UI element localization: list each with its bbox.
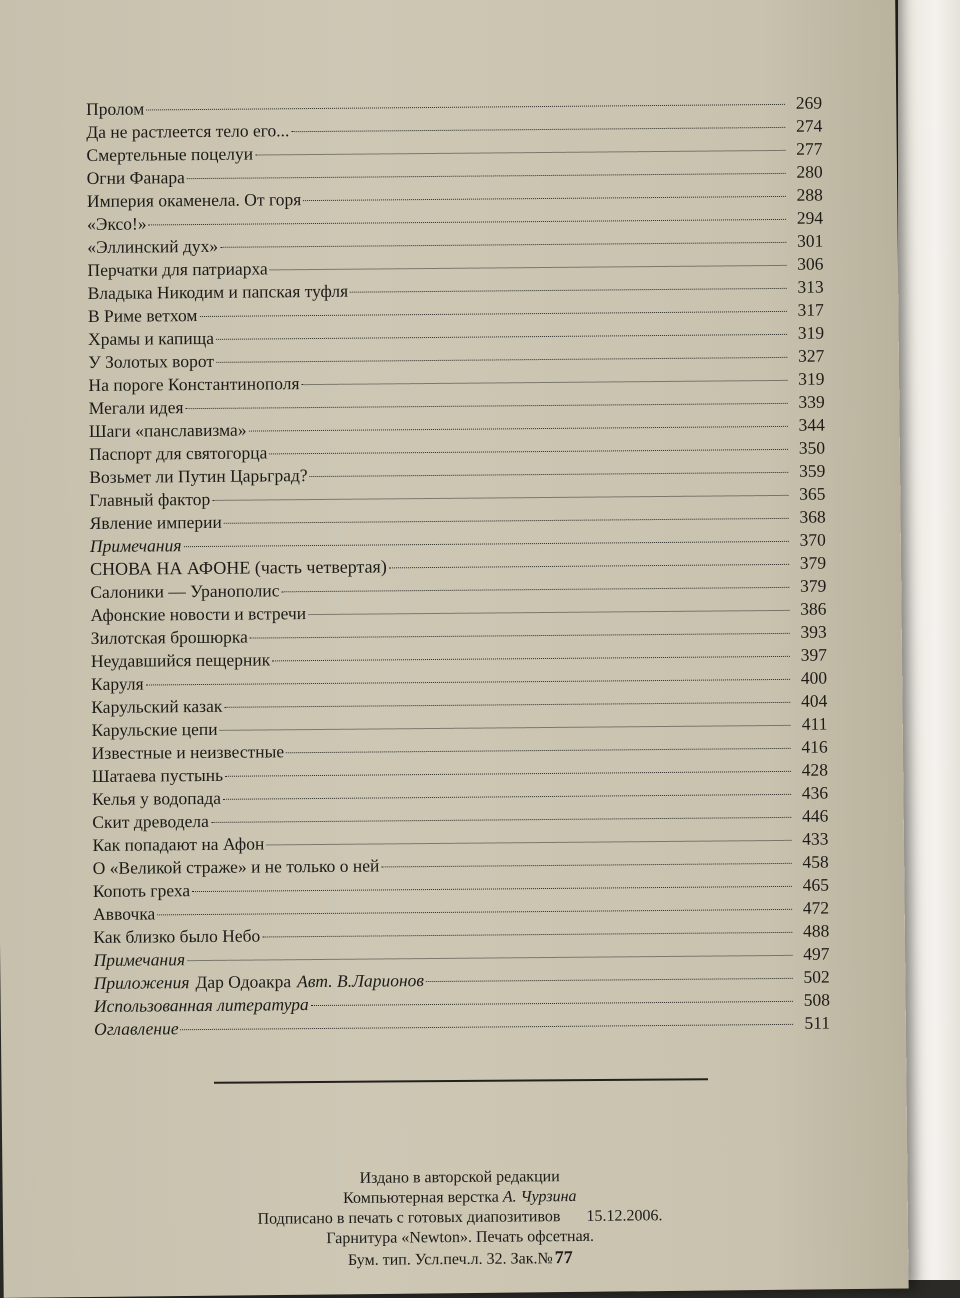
toc-entry-title <box>89 488 210 512</box>
toc-entry-title <box>92 832 264 856</box>
table-of-contents <box>86 92 830 1041</box>
toc-entry-title <box>93 854 380 879</box>
toc-entry-page-number: 497 <box>803 943 830 964</box>
toc-entry-page-number: 344 <box>798 414 825 435</box>
toc-entry-title <box>89 464 308 489</box>
toc-entry-page-number: 319 <box>797 322 825 343</box>
colophon-signed-date: 15.12.2006. <box>586 1207 663 1225</box>
toc-entry-title-text: Пролом <box>86 98 145 119</box>
toc-dot-leader <box>216 333 787 340</box>
toc-entry-title-text: О «Великой страже» и не только о ней <box>92 855 380 878</box>
toc-entry-page-number: 465 <box>802 874 829 895</box>
toc-entry-title <box>93 948 185 972</box>
toc-entry-title-text: Мегали идея <box>88 397 184 418</box>
toc-entry-title <box>90 579 279 604</box>
toc-entry-title-text: Аввочка <box>93 903 156 924</box>
toc-entry-title <box>88 372 299 397</box>
toc-entry-title <box>93 879 190 903</box>
toc-entry-title <box>89 419 247 443</box>
toc-entry-title-text: Паспорт для святогорца <box>89 442 268 464</box>
toc-dot-leader <box>311 1000 793 1006</box>
toc-entry-title-text: Империя окаменела. От горя <box>86 189 302 211</box>
toc-entry-title <box>86 143 253 167</box>
colophon-edition: Издано в авторской редакции <box>359 1168 560 1187</box>
toc-entry-title-text: Огни Фанара <box>86 167 185 188</box>
toc-entry-title <box>94 1017 179 1041</box>
toc-entry-author: Авт. В.Ларионов <box>297 970 425 992</box>
toc-dot-leader <box>146 678 790 686</box>
toc-entry-page-number: 359 <box>798 460 826 481</box>
toc-entry-title-text: Шаги «панславизма» <box>88 419 247 441</box>
toc-entry-page-number: 436 <box>801 782 829 803</box>
toc-dot-leader <box>199 310 786 317</box>
toc-entry-title <box>90 602 306 627</box>
toc-dot-leader <box>308 609 789 615</box>
toc-dot-leader <box>183 540 788 547</box>
toc-dot-leader <box>185 402 787 409</box>
toc-dot-leader <box>249 425 788 432</box>
toc-entry-title <box>87 257 267 282</box>
colophon-typeface: Гарнитура «Newton». Печать офсетная. <box>326 1227 595 1248</box>
toc-entry-title-text: В Риме ветхом <box>87 305 198 326</box>
toc-entry-title-text: Перчатки для патриарха <box>87 258 268 280</box>
toc-entry-title-text: Карульский казак <box>91 695 223 717</box>
toc-entry-page-number: 370 <box>799 529 826 550</box>
toc-entry-page-number: 411 <box>801 713 828 734</box>
toc-entry-title <box>94 993 309 1018</box>
toc-dot-leader <box>223 793 791 800</box>
toc-entry-title <box>93 902 155 926</box>
toc-entry-title <box>88 304 198 328</box>
toc-entry-title-text: Примечания <box>89 535 182 556</box>
toc-entry-title <box>92 764 223 788</box>
toc-entry-page-number: 416 <box>801 736 828 757</box>
toc-entry-page-number: 446 <box>801 805 829 826</box>
colophon-layout-label: Компьютерная верстка <box>343 1188 499 1208</box>
toc-dot-leader <box>192 885 792 892</box>
toc-entry-page-number: 339 <box>798 391 825 412</box>
toc-entry-title <box>92 740 285 765</box>
toc-dot-leader <box>146 103 785 111</box>
toc-dot-leader <box>381 862 791 868</box>
toc-entry-title-text: Да не растлеется тело его... <box>86 120 290 142</box>
toc-entry-page-number: 280 <box>796 161 823 182</box>
colophon <box>200 1166 721 1273</box>
colophon-signed-text: Подписано в печать с готовых диапозитивов <box>257 1208 561 1228</box>
toc-entry-title <box>94 969 424 995</box>
toc-entry-page-number: 313 <box>797 276 824 297</box>
toc-entry-page-number: 433 <box>802 828 829 849</box>
toc-entry-title-text: Скит древодела <box>92 810 209 832</box>
toc-dot-leader <box>181 1023 794 1030</box>
toc-dot-leader <box>220 241 786 248</box>
toc-entry-title-text: У Золотых ворот <box>88 350 215 372</box>
toc-entry-title <box>87 166 185 190</box>
toc-entry-page-number: 294 <box>796 207 824 228</box>
toc-entry-title <box>91 695 222 719</box>
toc-entry-title <box>90 555 387 581</box>
toc-entry-title <box>88 327 214 351</box>
toc-entry-title-text: Карульские цепи <box>91 718 218 740</box>
toc-entry-subtitle: Дар Одоакра <box>195 971 292 993</box>
toc-entry-page-number: 379 <box>799 552 827 573</box>
toc-dot-leader <box>211 816 791 823</box>
toc-entry-title-text: Смертельные поцелуи <box>86 143 254 165</box>
toc-entry-page-number: 365 <box>799 483 826 504</box>
toc-dot-leader <box>212 494 788 501</box>
toc-entry-title-text: Известные и неизвестные <box>91 741 285 763</box>
toc-entry-title <box>91 718 217 742</box>
toc-entry-page-number: 317 <box>797 299 824 320</box>
adjacent-page-edge <box>898 0 960 1280</box>
colophon-paper-text: Бум. тип. Усл.печ.л. 32. Зак.№ <box>347 1250 553 1269</box>
toc-entry-page-number: 368 <box>799 506 826 527</box>
toc-dot-leader <box>272 655 790 662</box>
toc-entry-page-number: 428 <box>801 759 828 780</box>
toc-entry-title <box>93 925 260 949</box>
toc-entry-page-number: 319 <box>798 368 825 389</box>
toc-entry-title <box>88 350 214 374</box>
toc-entry-title <box>87 235 218 259</box>
toc-entry-title-text: Явление империи <box>89 511 222 533</box>
toc-entry-page-number: 400 <box>800 667 828 688</box>
toc-entry-title-text: Как близко было Небо <box>93 925 261 947</box>
toc-entry-title <box>89 441 267 466</box>
toc-dot-leader <box>303 195 786 201</box>
toc-entry-page-number: 508 <box>803 989 830 1010</box>
toc-entry-page-number: 269 <box>795 92 823 113</box>
toc-dot-leader <box>281 586 789 592</box>
toc-entry-title-text: Каруля <box>91 673 144 694</box>
toc-dot-leader <box>187 172 786 179</box>
toc-entry-title-text: Храмы и капища <box>88 327 215 349</box>
toc-entry-title <box>91 673 144 696</box>
toc-entry-title-text: Приложения <box>93 972 190 993</box>
toc-dot-leader <box>220 724 791 731</box>
toc-entry-title <box>91 626 248 650</box>
toc-entry-title-text: Шатаева пустынь <box>91 764 224 786</box>
toc-entry-page-number: 306 <box>797 253 824 274</box>
toc-entry-title <box>86 119 289 144</box>
toc-entry-page-number: 472 <box>802 897 830 918</box>
toc-entry-title <box>86 97 144 121</box>
toc-entry-title <box>92 810 209 834</box>
toc-entry-title <box>90 534 182 558</box>
toc-entry-title <box>87 212 147 236</box>
toc-dot-leader <box>225 770 791 777</box>
toc-entry-page-number: 386 <box>800 598 827 619</box>
toc-entry-title <box>87 188 302 213</box>
toc-entry-page-number: 511 <box>804 1012 831 1033</box>
toc-entry-title-text: Главный фактор <box>89 488 211 510</box>
toc-entry-title <box>90 511 222 535</box>
toc-dot-leader <box>224 701 790 708</box>
toc-entry-page-number: 393 <box>800 621 827 642</box>
toc-entry-title-text: Салоники — Уранополис <box>90 580 280 602</box>
toc-entry-title-text: Владыка Никодим и папская туфля <box>87 280 349 303</box>
toc-entry-title-text: «Эллинский дух» <box>87 235 219 257</box>
toc-dot-leader <box>224 517 789 524</box>
toc-entry-title-text: Зилотская брошюрка <box>90 626 248 648</box>
toc-entry-title-text: Неудавшийся пещерник <box>90 649 271 671</box>
toc-entry-page-number: 397 <box>800 644 827 665</box>
toc-entry-page-number: 274 <box>795 115 823 136</box>
toc-entry-page-number: 502 <box>803 966 830 987</box>
toc-entry-page-number: 277 <box>796 138 823 159</box>
toc-entry-title <box>88 280 349 305</box>
toc-entry-title-text: На пороге Константинополя <box>88 373 300 395</box>
toc-dot-leader <box>269 448 788 455</box>
toc-dot-leader <box>187 954 792 961</box>
toc-dot-leader <box>286 747 791 753</box>
toc-dot-leader <box>350 287 787 293</box>
toc-entry-title-text: Келья у водопада <box>92 787 222 809</box>
toc-entry-title-text: Как попадают на Афон <box>92 833 265 855</box>
colophon-paper <box>200 1246 720 1273</box>
toc-entry-title-text: Возьмет ли Путин Царьград? <box>89 465 308 487</box>
colophon-layout-name: А. Чурзина <box>502 1187 577 1206</box>
toc-dot-leader <box>266 839 791 846</box>
toc-entry-page-number: 301 <box>796 230 824 251</box>
toc-entry-title-text: Примечания <box>93 949 186 970</box>
toc-dot-leader <box>255 149 785 156</box>
toc-entry-title-text: «Эксо!» <box>87 213 147 234</box>
toc-dot-leader <box>270 264 787 271</box>
toc-entry-title-text: Использованная литература <box>93 994 309 1016</box>
toc-dot-leader <box>310 471 789 477</box>
toc-entry-page-number: 288 <box>796 184 823 205</box>
toc-entry-title-text: Афонские новости и встречи <box>90 603 307 625</box>
toc-entry-title <box>89 396 184 420</box>
toc-entry-title-text: Оглавление <box>94 1018 179 1039</box>
toc-dot-leader <box>250 632 790 639</box>
toc-entry-page-number: 327 <box>797 345 825 366</box>
toc-entry-title-text: Копоть греха <box>92 880 191 901</box>
toc-dot-leader <box>301 379 787 385</box>
toc-entry-title <box>92 787 221 811</box>
toc-dot-leader <box>389 563 789 568</box>
toc-entry-page-number: 350 <box>798 437 826 458</box>
toc-entry-page-number: 488 <box>802 920 830 941</box>
toc-entry-title <box>91 648 271 673</box>
toc-dot-leader <box>426 977 793 982</box>
toc-entry-page-number: 458 <box>802 851 829 872</box>
toc-dot-leader <box>291 126 785 132</box>
toc-dot-leader <box>262 931 792 938</box>
colophon-order-number: 77 <box>554 1247 573 1268</box>
toc-dot-leader <box>149 218 787 226</box>
toc-entry-title-text: СНОВА НА АФОНЕ (часть четвертая) <box>90 556 387 579</box>
toc-entry-page-number: 379 <box>799 575 827 596</box>
toc-dot-leader <box>216 356 787 363</box>
toc-dot-leader <box>157 908 792 916</box>
toc-entry-page-number: 404 <box>800 690 828 711</box>
